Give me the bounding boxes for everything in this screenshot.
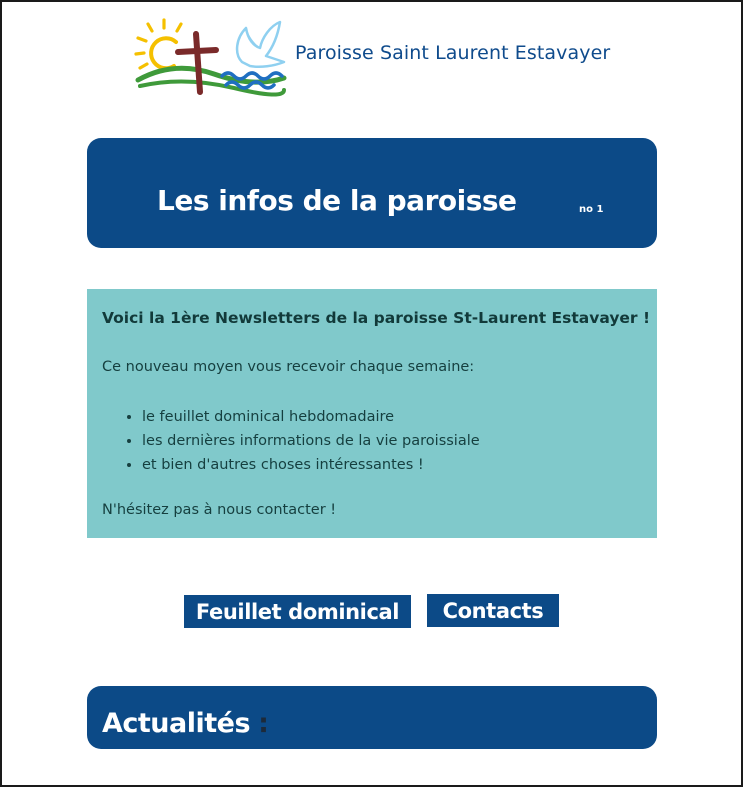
news-title-colon: : <box>258 708 269 739</box>
parish-logo-icon <box>134 16 292 98</box>
intro-list <box>102 405 480 477</box>
intro-lead: Ce nouveau moyen vous recevoir chaque semaine: <box>102 359 475 375</box>
news-title <box>102 708 268 739</box>
contacts-button[interactable]: Contacts <box>427 594 559 627</box>
intro-outro: N'hésitez pas à nous contacter ! <box>102 502 337 518</box>
banner-title: Les infos de la paroisse <box>157 184 517 217</box>
intro-section <box>87 289 657 538</box>
list-item: • le feuillet dominical hebdomadaire <box>142 405 480 429</box>
site-title: Paroisse Saint Laurent Estavayer <box>295 42 611 64</box>
feuillet-dominical-button[interactable]: Feuillet dominical <box>184 595 411 628</box>
news-title-text: Actualités <box>102 708 251 739</box>
list-item: • et bien d'autres choses intéressantes ! <box>142 453 480 477</box>
newsletter-banner <box>87 138 657 248</box>
site-header <box>134 16 610 98</box>
issue-number: no 1 <box>579 204 604 215</box>
list-item: • les dernières informations de la vie paroissiale <box>142 429 480 453</box>
intro-heading: Voici la 1ère Newsletters de la paroisse St-Laurent Estavayer ! <box>102 309 651 327</box>
news-section <box>87 686 657 749</box>
